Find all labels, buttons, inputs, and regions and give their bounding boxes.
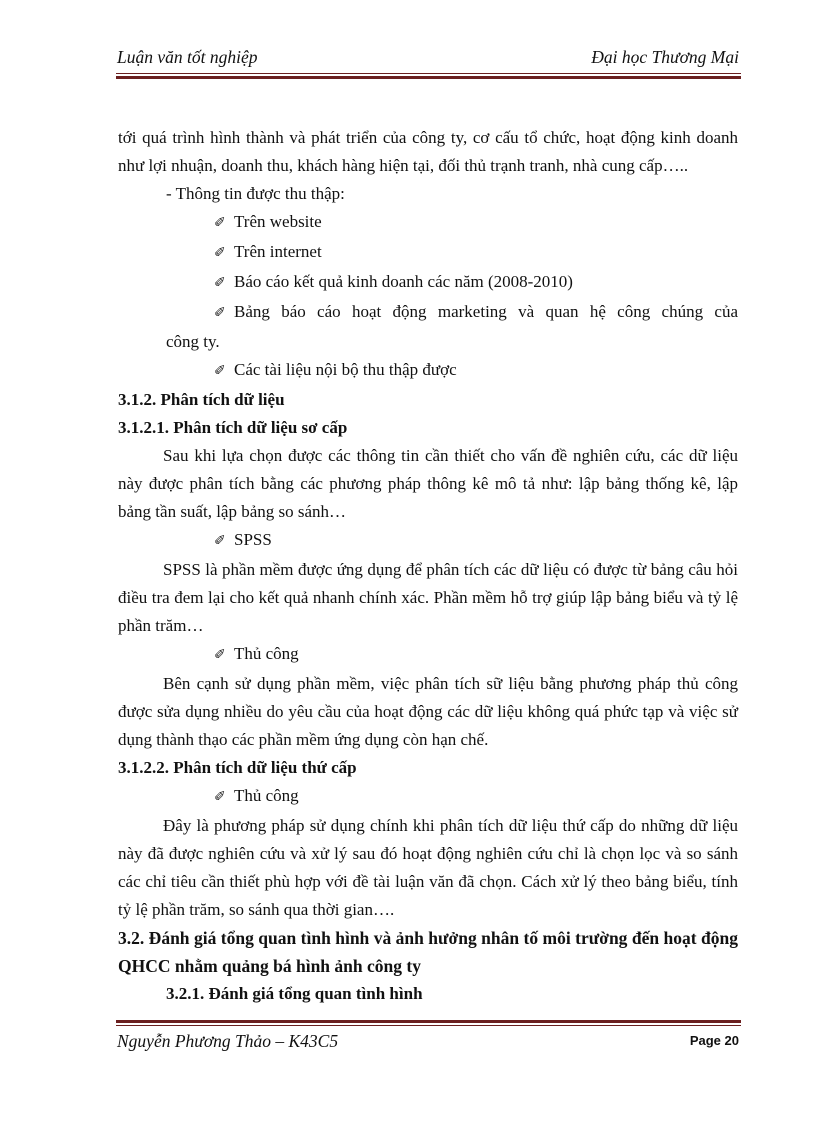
list-item	[118, 356, 738, 386]
paragraph-3: Sau khi lựa chọn được các thông tin cần thiết cho vấn đề nghiên cứu, các dữ liệu này được phân tích bằng các phương pháp thông kê mô tả như: lập bảng thống kê, lập bảng tần suất, lập bảng so sánh…	[118, 446, 738, 521]
list-item	[118, 526, 738, 556]
heading-3-1-2: 3.1.2. Phân tích dữ liệu	[118, 390, 285, 409]
header-university: Đại học Thương Mại	[591, 47, 739, 67]
page-header	[117, 47, 739, 71]
page-footer	[117, 1027, 739, 1053]
page-number: Page 20	[689, 1033, 739, 1048]
list-item	[118, 782, 738, 812]
list-item-text: Báo cáo kết quả kinh doanh các năm (2008-2010)	[234, 272, 573, 291]
pencil-icon: ✐	[214, 790, 226, 805]
paragraph-4: SPSS là phần mềm được ứng dụng để phân tích các dữ liệu có được từ bảng câu hỏi điều tra đem lại cho kết quả nhanh chính xác. Phần mềm hỗ trợ giúp lập bảng biểu và tỷ lệ phần trăm…	[118, 560, 738, 635]
pencil-icon: ✐	[214, 306, 226, 321]
pencil-icon: ✐	[214, 216, 226, 231]
list-item-continuation: công ty.	[166, 332, 220, 351]
heading-3-1-2-2: 3.1.2.2. Phân tích dữ liệu thứ cấp	[118, 758, 357, 777]
list-item-text: SPSS	[234, 530, 272, 549]
pencil-icon: ✐	[214, 534, 226, 549]
footer-rule-thick	[116, 1020, 741, 1023]
header-rule-thin	[116, 73, 741, 74]
header-rule-thick	[116, 76, 741, 79]
pencil-icon: ✐	[214, 276, 226, 291]
heading-3-2-1: 3.2.1. Đánh giá tổng quan tình hình	[166, 984, 423, 1003]
list-item	[118, 208, 738, 238]
list-item-text: Thủ công	[234, 786, 299, 805]
page-body	[118, 124, 738, 1008]
footer-rule-thin	[116, 1025, 741, 1026]
heading-3-1-2-1: 3.1.2.1. Phân tích dữ liệu sơ cấp	[118, 418, 348, 437]
pencil-icon: ✐	[214, 364, 226, 379]
footer-author: Nguyễn Phương Thảo – K43C5	[117, 1031, 339, 1051]
pencil-icon: ✐	[214, 246, 226, 261]
list-item-text: Trên internet	[234, 242, 322, 261]
list-item-text: Trên website	[234, 212, 322, 231]
heading-3-2: 3.2. Đánh giá tổng quan tình hình và ảnh hưởng nhân tố môi trường đến hoạt động QHCC nhằm quảng bá hình ảnh công ty	[118, 928, 738, 976]
header-thesis-title: Luận văn tốt nghiệp	[117, 47, 258, 67]
list-item-text: Thủ công	[234, 644, 299, 663]
paragraph-6: Đây là phương pháp sử dụng chính khi phân tích dữ liệu thứ cấp do những dữ liệu này đã được nghiên cứu và xử lý sau đó hoạt động nghiên cứu chỉ là chọn lọc và so sánh các chỉ tiêu cần thiết phù hợp với đề tài luận văn đã chọn. Cách xử lý theo bảng biểu, tính tỷ lệ phần trăm, so sánh qua thời gian….	[118, 816, 738, 919]
paragraph-1: tới quá trình hình thành và phát triển của công ty, cơ cấu tổ chức, hoạt động kinh doanh như lợi nhuận, doanh thu, khách hàng hiện tại, đối thủ trạnh tranh, nhà cung cấp…..	[118, 128, 738, 175]
list-item	[118, 238, 738, 268]
list-item	[118, 298, 738, 328]
list-item	[118, 640, 738, 670]
list-item	[118, 268, 738, 298]
pencil-icon: ✐	[214, 648, 226, 663]
list-item-text: Bảng báo cáo hoạt động marketing và quan hệ công chúng của	[234, 302, 738, 321]
paragraph-2: - Thông tin được thu thập:	[166, 184, 345, 203]
list-item-text: Các tài liệu nội bộ thu thập được	[234, 360, 457, 379]
paragraph-5: Bên cạnh sử dụng phần mềm, việc phân tích sữ liệu bằng phương pháp thủ công được sửa dụng nhiều do yêu cầu của hoạt động các dữ liệu không quá phức tạp và việc sử dụng thành thạo các phần mềm ứng dụng còn hạn chế.	[118, 674, 738, 749]
